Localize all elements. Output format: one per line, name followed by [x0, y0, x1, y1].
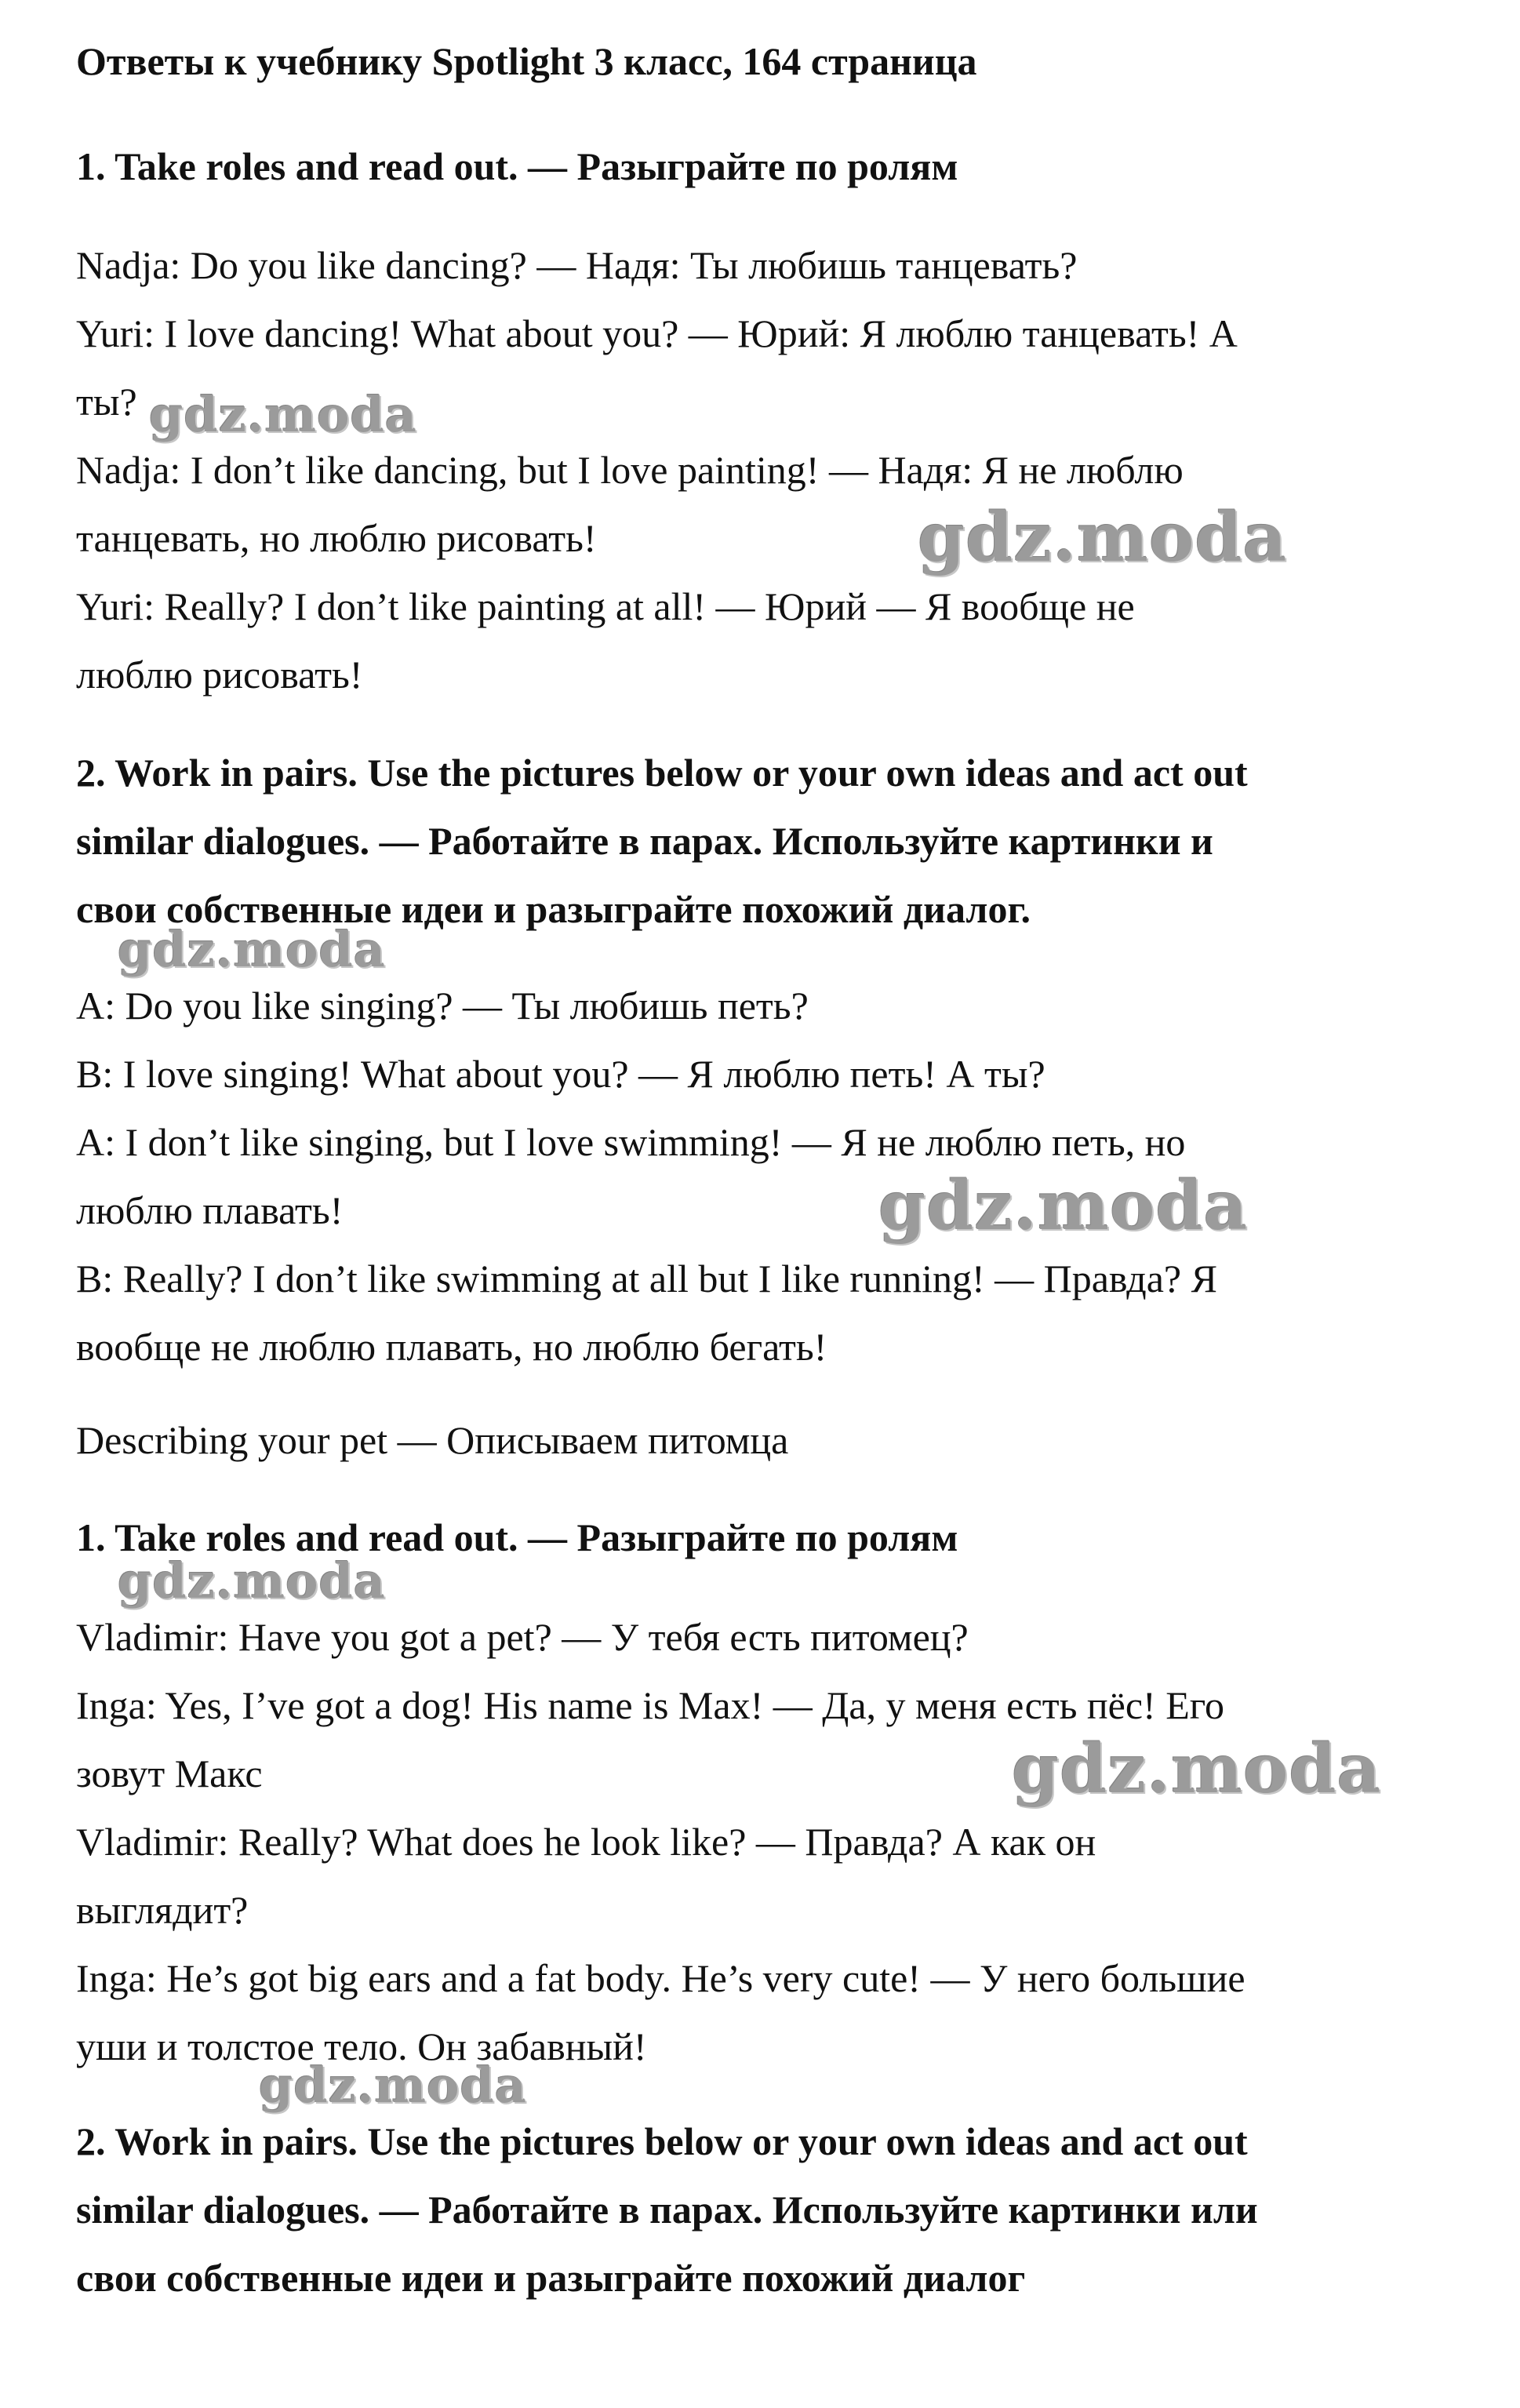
dialogue-line: Yuri: I love dancing! What about you? — Юрий: Я люблю танцевать! А: [76, 311, 1238, 355]
watermark: gdz.moda: [1012, 1730, 1382, 1809]
dialogue-line: уши и толстое тело. Он забавный!: [76, 2024, 647, 2068]
dialogue-line: Nadja: I don’t like dancing, but I love painting! — Надя: Я не люблю: [76, 448, 1184, 492]
section-2-heading: 2. Work in pairs. Use the pictures below or your own ideas and act out: [76, 751, 1248, 795]
dialogue-line: A: Do you like singing? — Ты любишь петь?: [76, 984, 809, 1028]
watermark: gdz.moda: [878, 1166, 1249, 1246]
dialogue-line: Inga: Yes, I’ve got a dog! His name is Max! — Да, у меня есть пёс! Его: [76, 1683, 1225, 1727]
watermark: gdz.moda: [118, 1552, 386, 1610]
dialogue-line: зовут Макс: [76, 1751, 263, 1795]
dialogue-line: Yuri: Really? I don’t like painting at all! — Юрий — Я вообще не: [76, 584, 1135, 628]
page-title: Ответы к учебнику Spotlight 3 класс, 164 страница: [76, 39, 977, 83]
dialogue-line: выглядит?: [76, 1888, 249, 1932]
section-2-heading: similar dialogues. — Работайте в парах. Используйте картинки и: [76, 819, 1213, 863]
dialogue-line: ты?: [76, 380, 137, 424]
dialogue-line: люблю плавать!: [76, 1188, 344, 1232]
section-4-heading: similar dialogues. — Работайте в парах. Используйте картинки или: [76, 2188, 1258, 2232]
dialogue-line: B: Really? I don’t like swimming at all but I like running! — Правда? Я: [76, 1257, 1217, 1300]
dialogue-line: Inga: He’s got big ears and a fat body. He’s very cute! — У него большие: [76, 1956, 1245, 2000]
section-4-heading: 2. Work in pairs. Use the pictures below or your own ideas and act out: [76, 2119, 1248, 2163]
section-1-heading: 1. Take roles and read out. — Разыграйте по ролям: [76, 144, 958, 188]
dialogue-line: люблю рисовать!: [76, 653, 363, 697]
section-2-heading: свои собственные идеи и разыграйте похожий диалог.: [76, 887, 1031, 931]
watermark: gdz.moda: [259, 2057, 527, 2114]
watermark: gdz.moda: [918, 498, 1288, 577]
subtitle: Describing your pet — Описываем питомца: [76, 1418, 789, 1462]
section-3-heading: 1. Take roles and read out. — Разыграйте по ролям: [76, 1515, 958, 1559]
section-4-heading: свои собственные идеи и разыграйте похожий диалог: [76, 2256, 1026, 2300]
watermark: gdz.moda: [149, 386, 417, 443]
dialogue-line: A: I don’t like singing, but I love swimming! — Я не люблю петь, но: [76, 1120, 1186, 1164]
dialogue-line: Vladimir: Have you got a pet? — У тебя есть питомец?: [76, 1615, 969, 1659]
dialogue-line: танцевать, но люблю рисовать!: [76, 516, 597, 560]
dialogue-line: Vladimir: Really? What does he look like? — Правда? А как он: [76, 1820, 1096, 1864]
dialogue-line: Nadja: Do you like dancing? — Надя: Ты любишь танцевать?: [76, 243, 1078, 287]
dialogue-line: B: I love singing! What about you? — Я люблю петь! А ты?: [76, 1052, 1045, 1096]
dialogue-line: вообще не люблю плавать, но люблю бегать!: [76, 1325, 827, 1369]
watermark: gdz.moda: [118, 921, 386, 978]
